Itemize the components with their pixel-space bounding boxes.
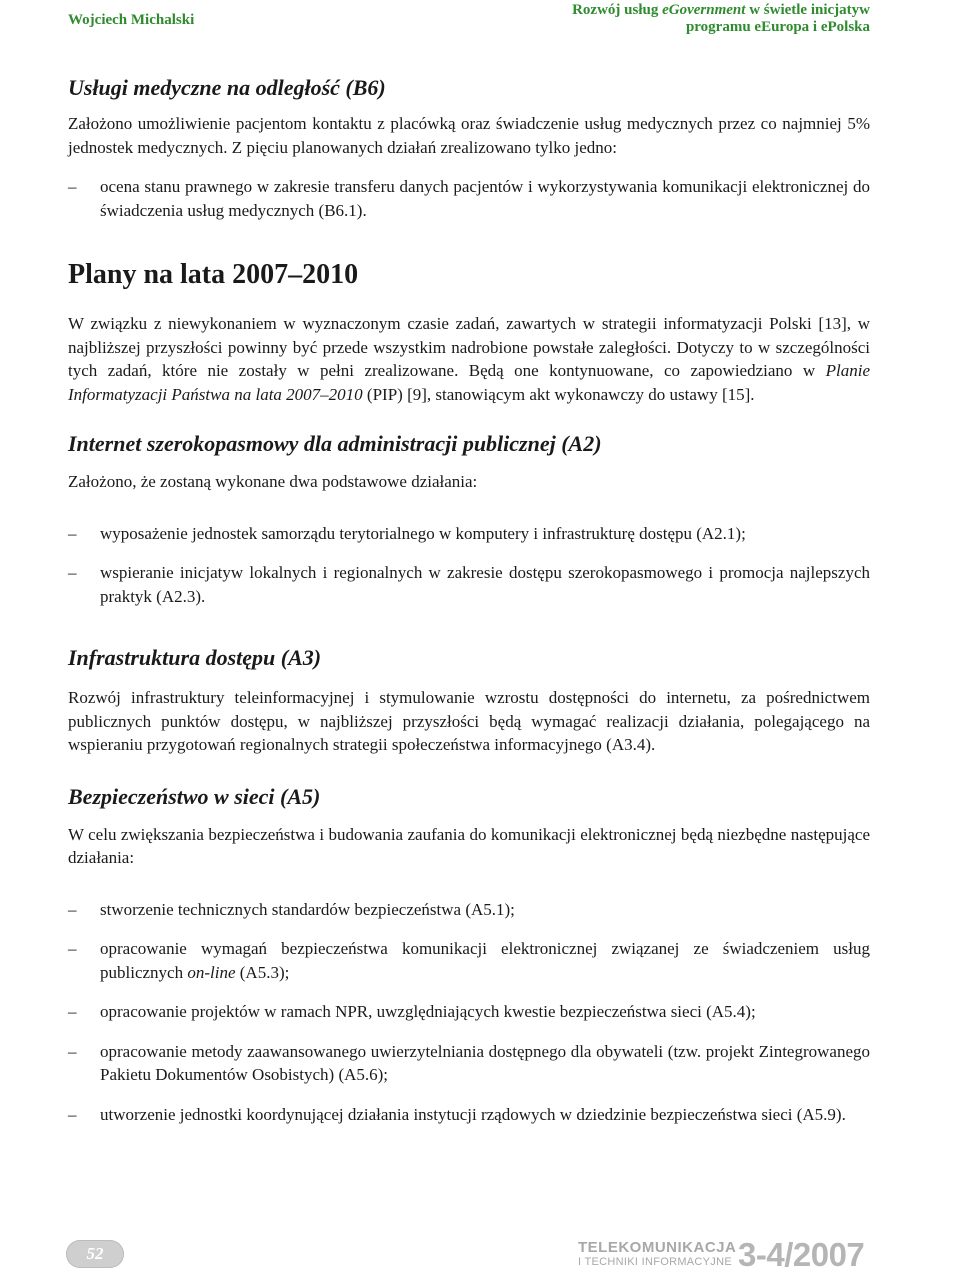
- list-item-text: wspieranie inicjatyw lokalnych i regionalnych w zakresie dostępu szerokopasmowego i promocja najlepszych praktyk (A2.3).: [100, 563, 870, 606]
- list-item-text: opracowanie metody zaawansowanego uwierzytelniania dostępnego dla obywateli (tzw. projekt Zintegrowanego Pakietu Dokumentów Osobistych) (A5.6);: [100, 1041, 870, 1084]
- list-item-text-end: (A5.3);: [235, 962, 290, 982]
- b6-intro: Założono umożliwienie pacjentom kontaktu z placówką oraz świadczenie usług medycznych przez co najmniej 5% jednostek medycznych. Z pięciu planowanych działań zrealizowano tylko jedno:: [68, 114, 870, 157]
- a5-intro: W celu zwiększania bezpieczeństwa i budowania zaufania do komunikacji elektronicznej będą niezbędne następujące działania:: [68, 824, 870, 867]
- article-body: [68, 74, 870, 1126]
- dash-marker: –: [68, 899, 77, 919]
- list-item: [68, 175, 870, 222]
- running-header-title: [572, 2, 870, 36]
- journal-name-line2: I TECHNIKI INFORMACYJNE: [578, 1256, 732, 1268]
- list-item: [68, 937, 870, 984]
- heading-a2: Internet szerokopasmowy dla administracji publicznej (A2): [68, 431, 602, 456]
- list-item: [68, 898, 870, 922]
- heading-b6: Usługi medyczne na odległość (B6): [68, 75, 386, 100]
- journal-name-line1: TELEKOMUNIKACJA: [578, 1239, 737, 1256]
- title-prefix: Rozwój usług: [572, 2, 663, 18]
- dash-marker: –: [68, 523, 77, 543]
- list-item-text: ocena stanu prawnego w zakresie transferu danych pacjentów i wykorzystywania komunikacji elektronicznej do świadczenia usług medycznych (B6.1).: [100, 177, 870, 220]
- b6-list: [68, 175, 870, 222]
- list-item-text: opracowanie wymagań bezpieczeństwa komunikacji elektronicznej związanej ze świadczeniem usług publicznych: [100, 939, 870, 982]
- dash-marker: –: [68, 177, 77, 196]
- issue-number: 3-4/2007: [738, 1236, 865, 1273]
- title-suffix: w świetle inicjatyw: [745, 2, 870, 18]
- dash-marker: –: [68, 1041, 77, 1061]
- a2-intro: Założono, że zostaną wykonane dwa podstawowe działania:: [68, 472, 478, 491]
- running-header-author: Wojciech Michalski: [68, 12, 195, 28]
- list-item: [68, 522, 870, 546]
- a3-paragraph: Rozwój infrastruktury teleinformacyjnej i stymulowanie wzrostu dostępności do internetu, za pośrednictwem publicznych punktów dostępu, w najbliższej przyszłości będą wymagać realizacji działania, polegającego na wspieraniu przygotowań regionalnych strategii społeczeństwa informacyjnego (A3.4).: [68, 688, 870, 754]
- dash-marker: –: [68, 1104, 77, 1124]
- page-number-badge: 52: [66, 1240, 124, 1268]
- title-italic-egovernment: eGovernment: [662, 2, 746, 18]
- list-item-text: opracowanie projektów w ramach NPR, uwzględniających kwestie bezpieczeństwa sieci (A5.4);: [100, 1002, 756, 1021]
- italic-on-line: on-line: [187, 962, 236, 982]
- list-item-text: stworzenie technicznych standardów bezpieczeństwa (A5.1);: [100, 899, 515, 919]
- dash-marker: –: [68, 939, 77, 958]
- heading-a3: Infrastruktura dostępu (A3): [68, 645, 322, 670]
- list-item: [68, 1040, 870, 1087]
- list-item: [68, 1000, 870, 1024]
- plans-paragraph: [68, 312, 870, 406]
- list-item-text: wyposażenie jednostek samorządu terytorialnego w komputery i infrastrukturę dostępu (A2.1);: [100, 523, 746, 543]
- heading-plans: Plany na lata 2007–2010: [68, 259, 359, 290]
- list-item-text: utworzenie jednostki koordynującej działania instytucji rządowych w dziedzinie bezpieczeństwa sieci (A5.9).: [100, 1104, 846, 1124]
- running-header-title-line1: [572, 2, 870, 19]
- journal-name: [578, 1240, 736, 1269]
- list-item: [68, 561, 870, 608]
- dash-marker: –: [68, 563, 77, 582]
- dash-marker: –: [68, 1002, 77, 1021]
- list-item: [68, 1103, 870, 1127]
- running-header-title-line2: programu eEuropa i ePolska: [685, 19, 870, 35]
- a5-list: [68, 898, 870, 1127]
- heading-a5: Bezpieczeństwo w sieci (A5): [68, 783, 321, 809]
- plans-text-1: W związku z niewykonaniem w wyznaczonym czasie zadań, zawartych w strategii informatyzacji Polski [13], w najbliższej przyszłości powinny być przede wszystkim nadrobione powstałe zaległości. Dotyczy to w szczególności tych zadań, które nie zostały w pełni zrealizowane. Będą one kontynuowane, co zapowiedziano w: [68, 314, 870, 380]
- plans-italic-title: Planie Informatyzacji Państwa na lata 2007–2010: [68, 361, 870, 404]
- plans-text-2: (PIP) [9], stanowiącym akt wykonawczy do ustawy [15].: [362, 384, 755, 404]
- a2-list: [68, 522, 870, 609]
